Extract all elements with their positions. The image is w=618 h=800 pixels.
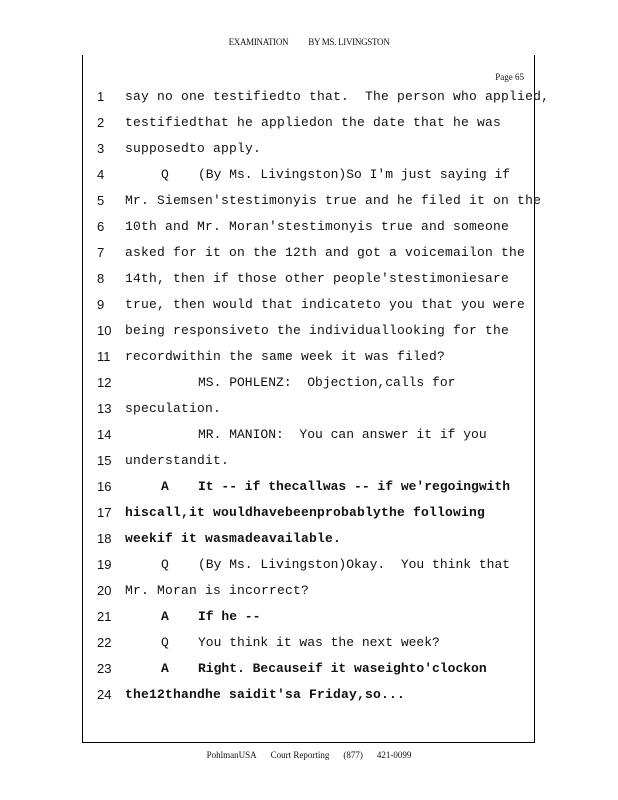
line-text: hiscall,it wouldhavebeenprobablythe following (125, 505, 486, 520)
footer-phone: 421-0099 (376, 750, 412, 760)
transcript-line (83, 115, 533, 135)
line-text: say no one testifiedto that. The person who applied, (125, 89, 550, 104)
line-text: supposedto apply. (125, 141, 262, 156)
speaker-label: Q (161, 557, 169, 572)
line-number: 17 (97, 505, 112, 520)
footer-company: PohlmanUSA (206, 750, 257, 760)
line-number: 5 (97, 193, 105, 208)
line-number: 13 (97, 401, 112, 416)
transcript-line (83, 323, 533, 343)
transcript-line (83, 583, 533, 603)
line-number: 1 (97, 89, 105, 104)
line-text: recordwithin the same week it was filed? (125, 349, 446, 364)
transcript-line (83, 505, 533, 525)
line-number: 9 (97, 297, 105, 312)
line-number: 8 (97, 271, 105, 286)
transcript-line (83, 193, 542, 213)
line-text: Mr. Moran is incorrect? (125, 583, 310, 598)
line-number: 16 (97, 479, 112, 494)
line-number: 15 (97, 453, 112, 468)
line-number: 14 (97, 427, 112, 442)
transcript-line (83, 401, 533, 421)
line-text: 14th, then if those other people'stestimoniesare (125, 271, 510, 286)
line-text: It -- if thecallwas -- if we'regoingwith (198, 479, 511, 494)
line-number: 6 (97, 219, 105, 234)
speaker-label: A (161, 661, 169, 676)
page-footer (0, 750, 618, 760)
header-section: EXAMINATION (228, 37, 289, 47)
line-number: 21 (97, 609, 112, 624)
line-number: 20 (97, 583, 112, 598)
transcript-line (83, 609, 533, 629)
line-number: 11 (97, 349, 111, 364)
header-examiner: BY MS. LIVINGSTON (308, 37, 390, 47)
line-text: true, then would that indicateto you that you were (125, 297, 526, 312)
line-text: weekif it wasmadeavailable. (125, 531, 342, 546)
transcript-line (83, 219, 533, 239)
speaker-label: Q (161, 167, 169, 182)
transcript-line (83, 453, 533, 473)
footer-service: Court Reporting (270, 750, 330, 760)
speaker-label: Q (161, 635, 169, 650)
line-text: 10th and Mr. Moran'stestimonyis true and someone (125, 219, 510, 234)
transcript-line (83, 245, 533, 265)
speaker-label: A (161, 609, 169, 624)
line-number: 19 (97, 557, 112, 572)
line-text: being responsiveto the individuallooking for the (125, 323, 510, 338)
line-text: Right. Becauseif it waseighto'clockon (198, 661, 487, 676)
page-header (0, 37, 618, 47)
transcript-box (82, 55, 550, 743)
line-text: Mr. Siemsen'stestimonyis true and he filed it on the (125, 193, 542, 208)
transcript-line (83, 531, 533, 551)
line-number: 22 (97, 635, 112, 650)
line-number: 12 (97, 375, 112, 390)
line-text: (By Ms. Livingston)Okay. You think that (198, 557, 511, 572)
transcript-line (83, 427, 533, 447)
transcript-line (83, 557, 533, 577)
line-number: 4 (97, 167, 105, 182)
line-number: 24 (97, 687, 112, 702)
line-text: (By Ms. Livingston)So I'm just saying if (198, 167, 511, 182)
line-number: 3 (97, 141, 105, 156)
page-number: Page 65 (495, 72, 524, 82)
line-text: understandit. (125, 453, 230, 468)
line-text: If he -- (198, 609, 261, 624)
transcript-line (83, 687, 533, 707)
line-text: MS. POHLENZ: Objection,calls for (198, 375, 456, 390)
transcript-line (83, 89, 550, 109)
line-text: asked for it on the 12th and got a voicemailon the (125, 245, 526, 260)
footer-phone-area: (877) (343, 750, 363, 760)
transcript-line (83, 167, 533, 187)
line-text: testifiedthat he appliedon the date that he was (125, 115, 502, 130)
line-number: 23 (97, 661, 112, 676)
transcript-line (83, 349, 533, 369)
line-text: speculation. (125, 401, 222, 416)
line-number: 2 (97, 115, 105, 130)
speaker-label: A (161, 479, 169, 494)
transcript-line (83, 635, 533, 655)
transcript-line (83, 141, 533, 161)
transcript-line (83, 271, 533, 291)
line-number: 10 (97, 323, 112, 338)
transcript-line (83, 375, 533, 395)
line-number: 18 (97, 531, 112, 546)
transcript-line (83, 661, 533, 681)
transcript-line (83, 479, 533, 499)
line-number: 7 (97, 245, 105, 260)
line-text: You think it was the next week? (198, 635, 440, 650)
line-text: MR. MANION: You can answer it if you (198, 427, 487, 442)
transcript-line (83, 297, 533, 317)
line-text: the12thandhe saidit'sa Friday,so... (125, 687, 406, 702)
